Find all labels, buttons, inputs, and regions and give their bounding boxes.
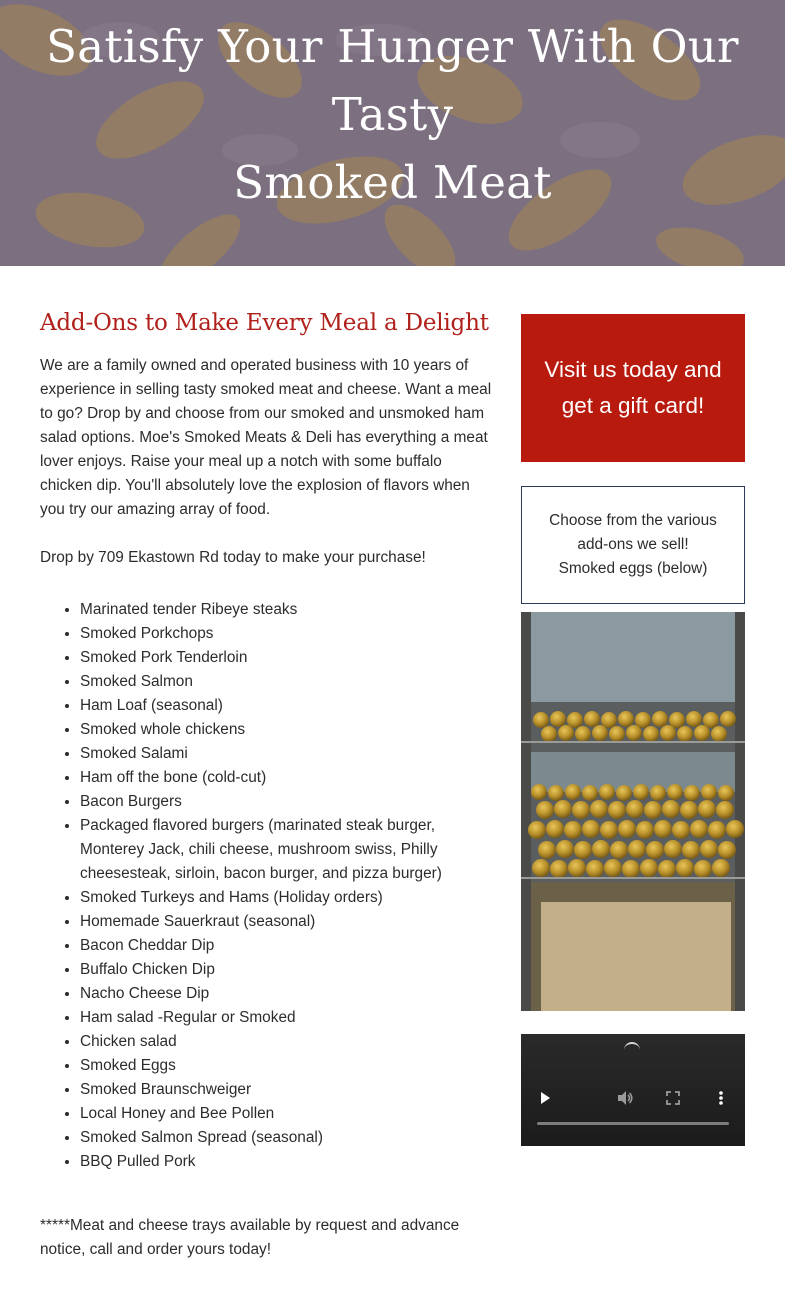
main-content: [40, 306, 498, 1262]
list-item: • Smoked Turkeys and Hams (Holiday orders): [80, 886, 498, 910]
list-item: • Smoked Pork Tenderloin: [80, 646, 498, 670]
hero-title-line1: Satisfy Your Hunger With Our Tasty: [46, 20, 739, 141]
list-item: • Packaged flavored burgers (marinated steak burger, Monterey Jack, chili cheese, mushroom swiss, Philly cheesesteak, sirloin, bacon burger, and pizza burger): [80, 814, 498, 886]
address-cta: Drop by 709 Ekastown Rd today to make your purchase!: [40, 549, 426, 566]
hero-title-line2: Smoked Meat: [233, 156, 552, 209]
list-item: • Smoked Braunschweiger: [80, 1078, 498, 1102]
addons-callout-line3: Smoked eggs (below): [558, 560, 708, 577]
smoked-eggs-photo: [521, 612, 745, 1011]
trays-footnote: *****Meat and cheese trays available by request and advance notice, call and order yours today!: [40, 1217, 460, 1258]
intro-paragraph: We are a family owned and operated business with 10 years of experience in selling tasty smoked meat and cheese. Want a meal to go? Drop by and choose from our smoked and unsmoked ham salad options. Moe's Smoked Meats & Deli has everything a meat lover enjoys. Raise your meal up a notch with some buffalo chicken dip. You'll absolutely love the explosion of flavors when you try our amazing array of food.: [40, 357, 492, 518]
addons-list: [40, 598, 498, 1174]
more-options-icon[interactable]: [713, 1090, 729, 1106]
video-player[interactable]: [521, 1034, 745, 1146]
hero-title: [0, 13, 785, 217]
list-item: • Buffalo Chicken Dip: [80, 958, 498, 982]
section-heading: Add-Ons to Make Every Meal a Delight: [40, 310, 489, 336]
list-item: • Nacho Cheese Dip: [80, 982, 498, 1006]
addons-callout: [521, 486, 745, 604]
loading-spinner-icon: [624, 1042, 640, 1058]
fullscreen-icon[interactable]: [665, 1090, 681, 1106]
gift-card-text: Visit us today and get a gift card!: [544, 357, 722, 418]
list-item: • Local Honey and Bee Pollen: [80, 1102, 498, 1126]
list-item: • Smoked whole chickens: [80, 718, 498, 742]
list-item: • Smoked Salami: [80, 742, 498, 766]
addons-callout-line2: add-ons we sell!: [577, 536, 689, 553]
video-progress-bar[interactable]: [537, 1122, 729, 1125]
list-item: • Chicken salad: [80, 1030, 498, 1054]
list-item: • Bacon Burgers: [80, 790, 498, 814]
gift-card-banner: [521, 314, 745, 462]
list-item: • Homemade Sauerkraut (seasonal): [80, 910, 498, 934]
play-icon[interactable]: [537, 1090, 553, 1106]
list-item: • Ham off the bone (cold-cut): [80, 766, 498, 790]
list-item: • Smoked Eggs: [80, 1054, 498, 1078]
list-item: • Smoked Salmon Spread (seasonal): [80, 1126, 498, 1150]
list-item: • Bacon Cheddar Dip: [80, 934, 498, 958]
addons-callout-line1: Choose from the various: [549, 512, 717, 529]
volume-icon[interactable]: [616, 1090, 634, 1106]
hero-banner: [0, 0, 785, 266]
list-item: • Smoked Salmon: [80, 670, 498, 694]
list-item: • BBQ Pulled Pork: [80, 1150, 498, 1174]
list-item: • Ham salad -Regular or Smoked: [80, 1006, 498, 1030]
list-item: • Marinated tender Ribeye steaks: [80, 598, 498, 622]
list-item: • Ham Loaf (seasonal): [80, 694, 498, 718]
smoked-eggs-image: [521, 612, 745, 1011]
list-item: • Smoked Porkchops: [80, 622, 498, 646]
